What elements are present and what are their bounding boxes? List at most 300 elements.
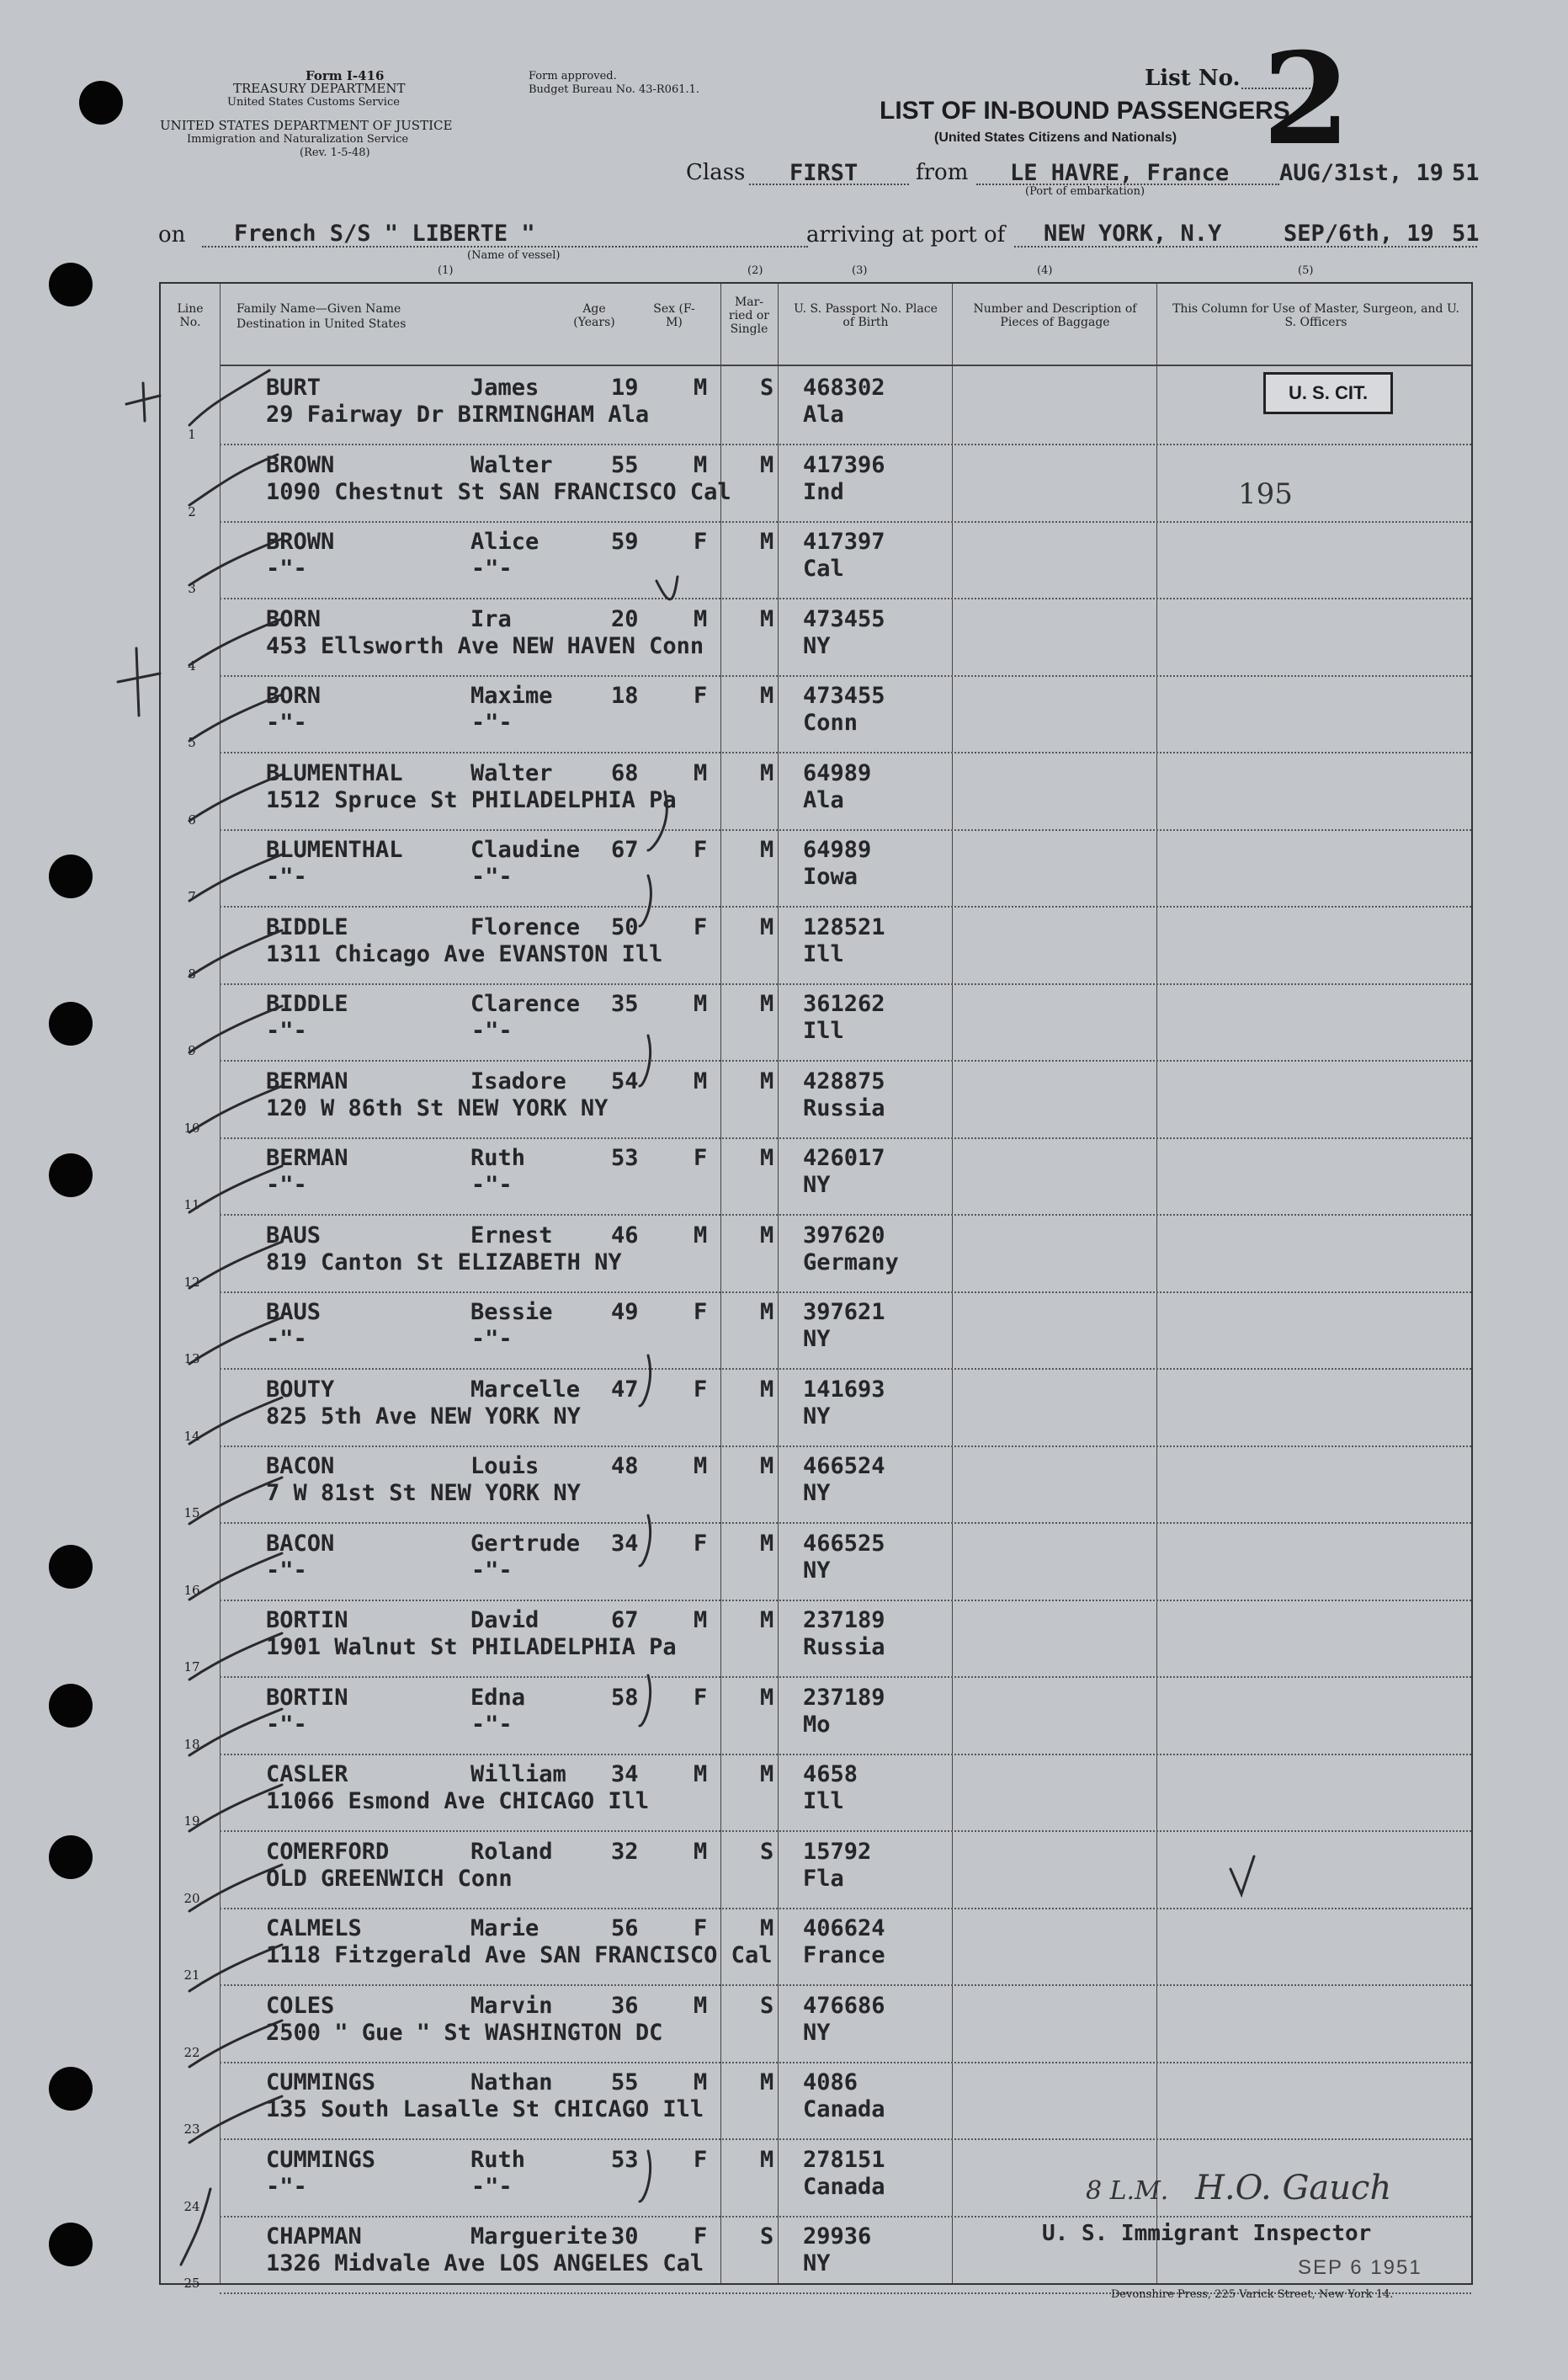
table-row	[161, 1446, 1471, 1524]
age: 32	[611, 1838, 639, 1865]
age: 50	[611, 913, 639, 940]
age: 59	[611, 529, 639, 555]
destination: 1311 Chicago Ave EVANSTON Ill	[266, 940, 663, 967]
passport-number: 397621	[803, 1299, 885, 1325]
line-number: 18	[183, 1736, 200, 1752]
place-of-birth: Canada	[803, 2173, 885, 2200]
passenger-table	[159, 282, 1473, 2291]
marital-status: M	[760, 1068, 774, 1094]
line-number: 22	[183, 2044, 200, 2060]
family-name: BROWN	[266, 451, 335, 478]
line-number: 19	[183, 1813, 200, 1829]
form-approved: Form approved.	[529, 70, 617, 83]
destination: 11066 Esmond Ave CHICAGO Ill	[266, 1788, 650, 1814]
col-head-age: Age (Years)	[573, 302, 615, 329]
marital-status: M	[760, 1684, 774, 1711]
passport-number: 417397	[803, 529, 885, 555]
given-name: Walter	[470, 759, 553, 786]
passport-number: 15792	[803, 1838, 872, 1865]
passport-number: 237189	[803, 1607, 885, 1633]
sex: M	[694, 1761, 708, 1787]
destination: -"- -"-	[266, 556, 513, 582]
given-name: Marcelle	[470, 1376, 581, 1403]
destination: -"- -"-	[266, 710, 513, 736]
age: 36	[611, 1992, 639, 2019]
table-row	[161, 1678, 1471, 1755]
destination: -"- -"-	[266, 1557, 513, 1584]
table-row	[161, 1600, 1471, 1678]
sex: M	[694, 375, 708, 401]
departure-date: AUG/31st, 19	[1279, 160, 1444, 186]
sex: F	[694, 913, 708, 940]
marital-status: M	[760, 913, 774, 940]
sex: F	[694, 1376, 708, 1403]
line-number: 10	[183, 1120, 200, 1136]
arriving-label: arriving at port of	[806, 222, 1006, 248]
marital-status: M	[760, 1145, 774, 1171]
marital-status: M	[760, 2069, 774, 2095]
marital-status: S	[760, 2223, 774, 2250]
line-number: 20	[183, 1890, 200, 1906]
destination: -"- -"-	[266, 864, 513, 890]
col-marker-5: (5)	[1298, 264, 1314, 277]
punch-hole-4	[49, 1002, 93, 1046]
sex: M	[694, 1068, 708, 1094]
line-number: 6	[188, 812, 196, 828]
sex: M	[694, 2069, 708, 2095]
list-subtitle: (United States Citizens and Nationals)	[934, 130, 1177, 145]
passport-number: 4658	[803, 1761, 858, 1787]
passport-number: 476686	[803, 1992, 885, 2019]
arrival-year: 51	[1452, 221, 1480, 247]
line-number: 21	[183, 1967, 200, 1983]
destination: 1326 Midvale Ave LOS ANGELES Cal	[266, 2250, 704, 2276]
age: 55	[611, 2069, 639, 2095]
passport-number: 128521	[803, 913, 885, 940]
marital-status: M	[760, 1453, 774, 1479]
destination: -"- -"-	[266, 1326, 513, 1352]
family-name: BORTIN	[266, 1607, 348, 1633]
place-of-birth: NY	[803, 2250, 831, 2276]
age: 68	[611, 759, 639, 786]
age: 19	[611, 375, 639, 401]
age: 58	[611, 1684, 639, 1711]
destination: 819 Canton St ELIZABETH NY	[266, 1249, 622, 1275]
marital-status: M	[760, 605, 774, 632]
punch-hole-1	[79, 81, 123, 125]
printer-credit: Devonshire Press, 225 Varick Street, New York 14.	[1111, 2288, 1394, 2301]
us-citizen-stamp: U. S. CIT.	[1263, 372, 1393, 414]
list-no-value: 2	[1262, 25, 1351, 173]
table-row	[161, 1138, 1471, 1216]
destination: 2500 " Gue " St WASHINGTON DC	[266, 2019, 663, 2046]
given-name: Walter	[470, 451, 553, 478]
place-of-birth: Fla	[803, 1865, 844, 1892]
customs-service: United States Customs Service	[227, 96, 400, 109]
place-of-birth: Conn	[803, 710, 858, 736]
destination: 1118 Fitzgerald Ave SAN FRANCISCO Cal	[266, 1942, 773, 1968]
place-of-birth: NY	[803, 1403, 831, 1430]
arrival-port: NEW YORK, N.Y	[1044, 221, 1222, 247]
given-name: Edna	[470, 1684, 526, 1711]
punch-hole-10	[49, 2223, 93, 2266]
family-name: BAUS	[266, 1299, 322, 1325]
line-number: 7	[188, 889, 196, 904]
col-head-sex: Sex (F-M)	[653, 302, 695, 329]
vessel-col-marker: (1)	[438, 264, 454, 277]
passport-number: 473455	[803, 683, 885, 709]
passport-number: 426017	[803, 1145, 885, 1171]
age: 30	[611, 2223, 639, 2250]
sex: M	[694, 605, 708, 632]
marital-status: S	[760, 1838, 774, 1865]
sex: F	[694, 2223, 708, 2250]
place-of-birth: Ala	[803, 402, 844, 428]
given-name: Roland	[470, 1838, 553, 1865]
sex: F	[694, 1915, 708, 1941]
sex: F	[694, 1299, 708, 1325]
passport-number: 4086	[803, 2069, 858, 2095]
family-name: COMERFORD	[266, 1838, 390, 1865]
given-name: James	[470, 375, 539, 401]
line-number: 4	[188, 658, 196, 674]
punch-hole-9	[49, 2067, 93, 2111]
col-marker-2: (2)	[747, 264, 763, 277]
given-name: Florence	[470, 913, 581, 940]
family-name: BORN	[266, 683, 322, 709]
age: 34	[611, 1761, 639, 1787]
line-number: 8	[188, 966, 196, 982]
place-of-birth: Russia	[803, 1634, 885, 1660]
class-label: Class	[686, 160, 746, 185]
family-name: BIDDLE	[266, 991, 348, 1017]
age: 67	[611, 837, 639, 863]
given-name: Ira	[470, 605, 512, 632]
marital-status: M	[760, 1761, 774, 1787]
sex: F	[694, 1145, 708, 1171]
age: 55	[611, 451, 639, 478]
given-name: Maxime	[470, 683, 553, 709]
marital-status: M	[760, 1376, 774, 1403]
family-name: BORTIN	[266, 1684, 348, 1711]
destination: 825 5th Ave NEW YORK NY	[266, 1403, 581, 1430]
passport-number: 141693	[803, 1376, 885, 1403]
marital-status: S	[760, 1992, 774, 2019]
marital-status: M	[760, 1299, 774, 1325]
family-name: BORN	[266, 605, 322, 632]
place-of-birth: NY	[803, 1172, 831, 1198]
sex: M	[694, 1222, 708, 1249]
age: 34	[611, 1530, 639, 1557]
family-name: CUMMINGS	[266, 2069, 376, 2095]
sex: M	[694, 991, 708, 1017]
table-row	[161, 1986, 1471, 2063]
justice-dept: UNITED STATES DEPARTMENT OF JUSTICE	[160, 118, 453, 133]
given-name: William	[470, 1761, 566, 1787]
place-of-birth: Mo	[803, 1711, 831, 1738]
passport-number: 397620	[803, 1222, 885, 1249]
place-of-birth: Ill	[803, 1788, 844, 1814]
age: 46	[611, 1222, 639, 1249]
destination: 7 W 81st St NEW YORK NY	[266, 1480, 581, 1506]
place-of-birth: NY	[803, 632, 831, 659]
from-value: LE HAVRE, France	[1010, 160, 1230, 186]
passport-number: 29936	[803, 2223, 872, 2250]
col-head-line-no: Line No.	[177, 302, 204, 329]
passport-number: 278151	[803, 2146, 885, 2173]
destination: 29 Fairway Dr BIRMINGHAM Ala	[266, 402, 650, 428]
col-head-destination: Destination in United States	[237, 317, 407, 331]
table-row	[161, 1216, 1471, 1293]
sex: F	[694, 1684, 708, 1711]
passport-number: 406624	[803, 1915, 885, 1941]
table-row	[161, 753, 1471, 831]
given-name: Gertrude	[470, 1530, 581, 1557]
destination: 453 Ellsworth Ave NEW HAVEN Conn	[266, 632, 704, 659]
passport-number: 428875	[803, 1068, 885, 1094]
family-name: BOUTY	[266, 1376, 335, 1403]
place-of-birth: Germany	[803, 1249, 899, 1275]
port-embarkation-label: (Port of embarkation)	[1025, 185, 1145, 198]
list-title: LIST OF IN-BOUND PASSENGERS	[880, 97, 1290, 125]
inspector-initials: 8 L.M.	[1086, 2176, 1169, 2206]
line-number: 15	[183, 1505, 200, 1520]
passport-number: 468302	[803, 375, 885, 401]
destination: 1901 Walnut St PHILADELPHIA Pa	[266, 1634, 677, 1660]
col-head-baggage: Number and Description of Pieces of Baggage	[973, 302, 1137, 329]
family-name: BERMAN	[266, 1068, 348, 1094]
form-revision: (Rev. 1-5-48)	[300, 146, 370, 159]
given-name: Ernest	[470, 1222, 553, 1249]
sex: F	[694, 1530, 708, 1557]
destination: -"- -"-	[266, 1172, 513, 1198]
place-of-birth: Cal	[803, 556, 844, 582]
age: 20	[611, 605, 639, 632]
form-number: Form I-416	[306, 68, 385, 83]
passport-number: 361262	[803, 991, 885, 1017]
table-row	[161, 1292, 1471, 1370]
sex: M	[694, 1607, 708, 1633]
vessel-value: French S/S " LIBERTE "	[234, 221, 535, 247]
passport-number: 466524	[803, 1453, 885, 1479]
treasury-dept: TREASURY DEPARTMENT	[233, 81, 406, 96]
col-head-name: Family Name—Given Name	[237, 302, 401, 316]
table-row	[161, 1832, 1471, 1909]
age: 35	[611, 991, 639, 1017]
family-name: BACON	[266, 1453, 335, 1479]
table-row	[161, 1909, 1471, 1986]
family-name: BURT	[266, 375, 322, 401]
on-label: on	[158, 222, 186, 248]
officer-note: 195	[1238, 477, 1293, 511]
destination: 135 South Lasalle St CHICAGO Ill	[266, 2096, 704, 2122]
given-name: Ruth	[470, 2146, 526, 2173]
given-name: Marvin	[470, 1992, 553, 2019]
marital-status: M	[760, 529, 774, 555]
marital-status: M	[760, 683, 774, 709]
given-name: Nathan	[470, 2069, 553, 2095]
destination: -"- -"-	[266, 1018, 513, 1044]
given-name: Clarence	[470, 991, 581, 1017]
table-row	[161, 676, 1471, 753]
family-name: CASLER	[266, 1761, 348, 1787]
table-row	[161, 908, 1471, 985]
table-row	[161, 1754, 1471, 1832]
family-name: BACON	[266, 1530, 335, 1557]
punch-hole-5	[49, 1153, 93, 1197]
age: 53	[611, 2146, 639, 2173]
sex: M	[694, 1453, 708, 1479]
punch-hole-3	[49, 855, 93, 898]
inspector-signature: H.O. Gauch	[1195, 2169, 1392, 2207]
line-number: 23	[183, 2122, 200, 2137]
header-separator	[220, 365, 1471, 366]
family-name: COLES	[266, 1992, 335, 2019]
place-of-birth: Ind	[803, 478, 844, 505]
place-of-birth: Russia	[803, 1094, 885, 1121]
marital-status: M	[760, 991, 774, 1017]
marital-status: M	[760, 451, 774, 478]
given-name: Ruth	[470, 1145, 526, 1171]
place-of-birth: Ala	[803, 786, 844, 813]
place-of-birth: Iowa	[803, 864, 858, 890]
sex: F	[694, 683, 708, 709]
line-number: 12	[183, 1274, 200, 1290]
place-of-birth: Canada	[803, 2096, 885, 2122]
sex: M	[694, 1992, 708, 2019]
age: 53	[611, 1145, 639, 1171]
table-row	[161, 984, 1471, 1062]
sex: F	[694, 2146, 708, 2173]
family-name: BERMAN	[266, 1145, 348, 1171]
punch-hole-8	[49, 1835, 93, 1879]
col-marker-3: (3)	[852, 264, 868, 277]
table-row	[161, 522, 1471, 599]
sex: M	[694, 451, 708, 478]
marital-status: M	[760, 1607, 774, 1633]
col-head-officers: This Column for Use of Master, Surgeon, and U. S. Officers	[1172, 302, 1459, 329]
marital-status: M	[760, 837, 774, 863]
line-number: 3	[188, 581, 196, 596]
sex: F	[694, 529, 708, 555]
passport-number: 237189	[803, 1684, 885, 1711]
marital-status: M	[760, 1222, 774, 1249]
place-of-birth: Ill	[803, 1018, 844, 1044]
given-name: David	[470, 1607, 539, 1633]
line-number: 1	[188, 427, 196, 442]
given-name: Bessie	[470, 1299, 553, 1325]
marital-status: M	[760, 1915, 774, 1941]
given-name: Claudine	[470, 837, 581, 863]
place-of-birth: NY	[803, 1480, 831, 1506]
age: 67	[611, 1607, 639, 1633]
given-name: Louis	[470, 1453, 539, 1479]
age: 47	[611, 1376, 639, 1403]
table-row	[161, 830, 1471, 908]
family-name: BLUMENTHAL	[266, 759, 403, 786]
place-of-birth: Ill	[803, 940, 844, 967]
family-name: BROWN	[266, 529, 335, 555]
list-no-label: List No.	[1145, 66, 1241, 91]
line-number: 2	[188, 503, 196, 519]
table-row	[161, 1524, 1471, 1601]
age: 48	[611, 1453, 639, 1479]
family-name: BAUS	[266, 1222, 322, 1249]
punch-hole-7	[49, 1684, 93, 1728]
arrival-date: SEP/6th, 19	[1284, 221, 1434, 247]
age: 18	[611, 683, 639, 709]
inspector-label: U. S. Immigrant Inspector	[1042, 2221, 1372, 2246]
ins-service: Immigration and Naturalization Service	[187, 133, 409, 146]
col-marker-4: (4)	[1037, 264, 1053, 277]
destination: OLD GREENWICH Conn	[266, 1865, 513, 1892]
given-name: Marguerite	[470, 2223, 608, 2250]
age: 54	[611, 1068, 639, 1094]
sex: M	[694, 759, 708, 786]
family-name: BLUMENTHAL	[266, 837, 403, 863]
line-number: 9	[188, 1043, 196, 1058]
given-name: Alice	[470, 529, 539, 555]
destination: -"- -"-	[266, 2173, 513, 2200]
punch-hole-2	[49, 263, 93, 306]
marital-status: S	[760, 375, 774, 401]
family-name: CALMELS	[266, 1915, 362, 1941]
passport-number: 466525	[803, 1530, 885, 1557]
place-of-birth: NY	[803, 1326, 831, 1352]
line-number: 11	[183, 1197, 200, 1212]
place-of-birth: France	[803, 1942, 885, 1968]
table-row	[161, 1370, 1471, 1447]
from-label: from	[916, 160, 969, 185]
family-name: BIDDLE	[266, 913, 348, 940]
punch-hole-6	[49, 1545, 93, 1589]
sex: M	[694, 1838, 708, 1865]
date-stamp: SEP 6 1951	[1298, 2256, 1422, 2279]
table-row	[161, 2063, 1471, 2140]
age: 49	[611, 1299, 639, 1325]
line-number: 14	[183, 1428, 200, 1444]
col-head-married: Mar-ried or Single	[729, 296, 769, 336]
passport-number: 473455	[803, 605, 885, 632]
table-row	[161, 1062, 1471, 1139]
destination: 120 W 86th St NEW YORK NY	[266, 1094, 609, 1121]
line-number: 24	[183, 2198, 200, 2214]
age: 56	[611, 1915, 639, 1941]
line-number: 13	[183, 1351, 200, 1366]
line-number: 25	[183, 2276, 200, 2291]
departure-year: 51	[1452, 160, 1480, 186]
passport-number: 64989	[803, 759, 872, 786]
class-value: FIRST	[789, 160, 858, 186]
col-head-passport: U. S. Passport No. Place of Birth	[794, 302, 938, 329]
marital-status: M	[760, 2146, 774, 2173]
place-of-birth: NY	[803, 2019, 831, 2046]
given-name: Marie	[470, 1915, 539, 1941]
given-name: Isadore	[470, 1068, 566, 1094]
destination: -"- -"-	[266, 1711, 513, 1738]
vessel-label: (Name of vessel)	[467, 249, 561, 262]
sex: F	[694, 837, 708, 863]
passport-number: 417396	[803, 451, 885, 478]
line-number: 17	[183, 1659, 200, 1675]
line-number: 16	[183, 1582, 200, 1598]
budget-bureau: Budget Bureau No. 43-R061.1.	[529, 83, 700, 96]
destination: 1090 Chestnut St SAN FRANCISCO Cal	[266, 478, 731, 505]
place-of-birth: NY	[803, 1557, 831, 1584]
line-number: 5	[188, 735, 196, 750]
marital-status: M	[760, 1530, 774, 1557]
marital-status: M	[760, 759, 774, 786]
